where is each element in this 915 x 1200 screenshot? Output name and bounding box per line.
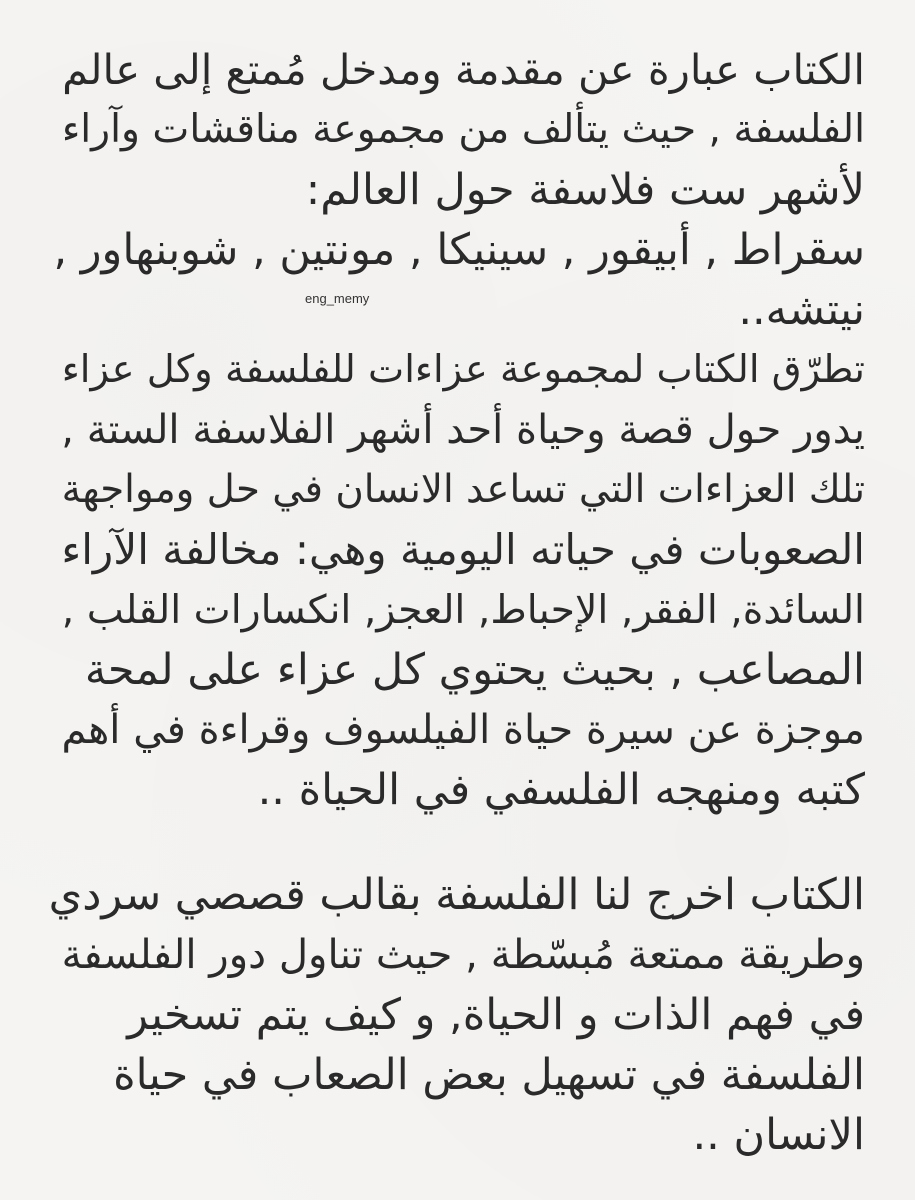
text-line: الكتاب اخرج لنا الفلسفة بقالب قصصي سردي <box>48 870 865 920</box>
text-line: نيتشه.. <box>738 285 865 335</box>
text-line: يدور حول قصة وحياة أحد أشهر الفلاسفة الستة , <box>61 407 865 453</box>
text-line: الفلسفة , حيث يتألف من مجموعة مناقشات وآراء <box>61 107 865 152</box>
text-line: كتبه ومنهجه الفلسفي في الحياة .. <box>257 765 865 815</box>
text-line: المصاعب , بحيث يحتوي كل عزاء على لمحة <box>84 645 865 695</box>
text-line: الفلسفة في تسهيل بعض الصعاب في حياة <box>113 1050 865 1100</box>
paragraph-conclusion <box>45 865 865 1165</box>
text-line: وطريقة ممتعة مُبسّطة , حيث تناول دور الفلسفة <box>61 932 865 978</box>
text-line: لأشهر ست فلاسفة حول العالم: <box>305 165 865 215</box>
text-line: في فهم الذات و الحياة, و كيف يتم تسخير <box>127 990 865 1040</box>
text-line: الكتاب عبارة عن مقدمة ومدخل مُمتع إلى عالم <box>62 45 865 94</box>
text-line: الانسان .. <box>692 1110 865 1160</box>
paragraph-intro <box>45 40 865 340</box>
text-line: السائدة, الفقر, الإحباط, العجز, انكسارات القلب , <box>61 587 865 633</box>
text-line: تلك العزاءات التي تساعد الانسان في حل ومواجهة <box>61 467 865 512</box>
watermark: eng_memy <box>305 291 370 306</box>
text-line: سقراط , أبيقور , سينيكا , مونتين , شوبنهاور , <box>53 225 865 275</box>
text-line: تطرّق الكتاب لمجموعة عزاءات للفلسفة وكل عزاء <box>61 347 865 392</box>
text-line: موجزة عن سيرة حياة الفيلسوف وقراءة في أهم <box>61 707 865 753</box>
paragraph-consolations <box>45 340 865 820</box>
text-line: الصعوبات في حياته اليومية وهي: مخالفة الآراء <box>61 525 865 574</box>
